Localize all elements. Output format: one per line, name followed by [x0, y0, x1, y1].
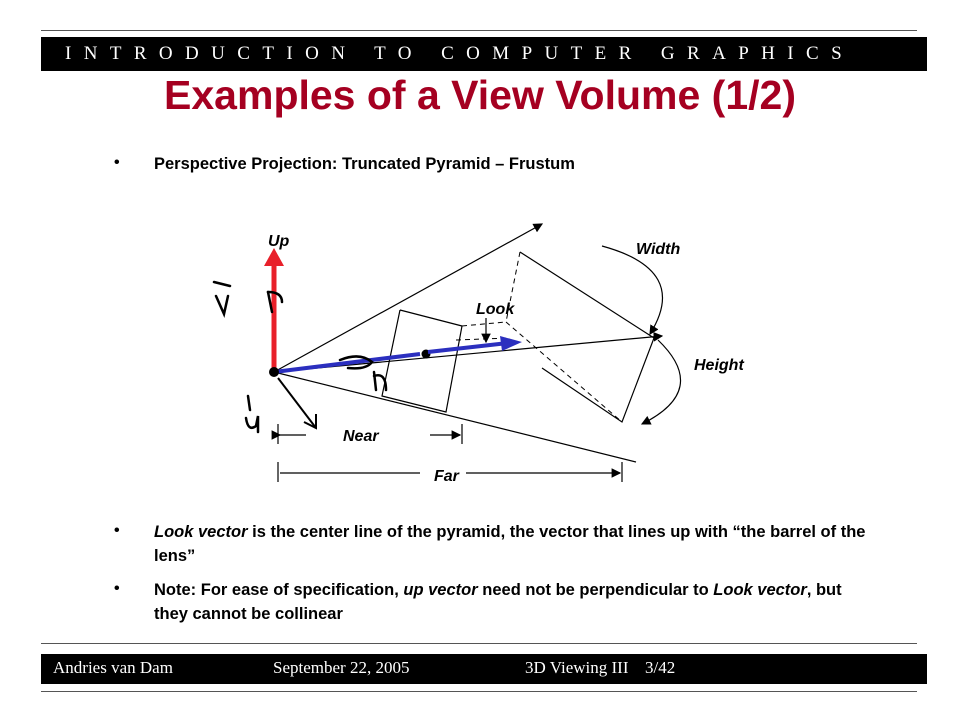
label-width: Width — [636, 241, 681, 258]
footer-date: September 22, 2005 — [273, 658, 410, 677]
up-vector-head — [264, 248, 284, 266]
label-look: Look — [476, 301, 515, 318]
footer-slide-name: 3D Viewing III — [525, 658, 629, 677]
frustum-edges — [274, 224, 662, 462]
header-bar — [41, 37, 927, 71]
bullet-marker: • — [114, 580, 120, 597]
footer-author: Andries van Dam — [53, 658, 173, 677]
frustum-diagram — [190, 200, 780, 500]
bullet-note — [154, 578, 874, 626]
height-arc — [642, 340, 681, 424]
bullet-text-segment: need not be perpendicular to — [477, 581, 714, 599]
bullet-emphasis: up vector — [403, 581, 478, 599]
bullet-perspective — [154, 152, 874, 176]
u-vector — [278, 378, 316, 428]
label-near: Near — [343, 428, 379, 445]
footer-top-rule — [41, 643, 917, 644]
label-height: Height — [694, 357, 744, 374]
bullet-emphasis: Look vector — [713, 581, 807, 599]
bullet-text-segment: Perspective Projection: Truncated Pyramid – Frustum — [154, 155, 575, 173]
footer-bar — [41, 654, 927, 684]
label-up: Up — [268, 233, 290, 250]
eye-point — [269, 367, 279, 377]
bullet-text-segment: Note: For ease of specification, — [154, 581, 404, 599]
bullet-emphasis: Look vector — [154, 523, 248, 541]
course-title: INTRODUCTION TO COMPUTER GRAPHICS — [65, 43, 855, 64]
hidden-edges — [456, 252, 622, 422]
top-rule — [41, 30, 917, 31]
look-vector — [428, 343, 508, 352]
bullet-look-vector — [154, 520, 874, 568]
footer-page-number: 3/42 — [645, 658, 676, 677]
bullet-marker: • — [114, 522, 120, 539]
bullet-text-segment: is the center line of the pyramid, the vector that lines up with “the barrel of the lens” — [154, 523, 866, 565]
bullet-marker: • — [114, 154, 120, 171]
footer-bottom-rule — [41, 691, 917, 692]
width-arc — [602, 246, 663, 334]
bullet-text-segment: , but they cannot be collinear — [154, 581, 842, 623]
slide-title: Examples of a View Volume (1/2) — [164, 72, 796, 118]
label-far: Far — [434, 468, 459, 485]
